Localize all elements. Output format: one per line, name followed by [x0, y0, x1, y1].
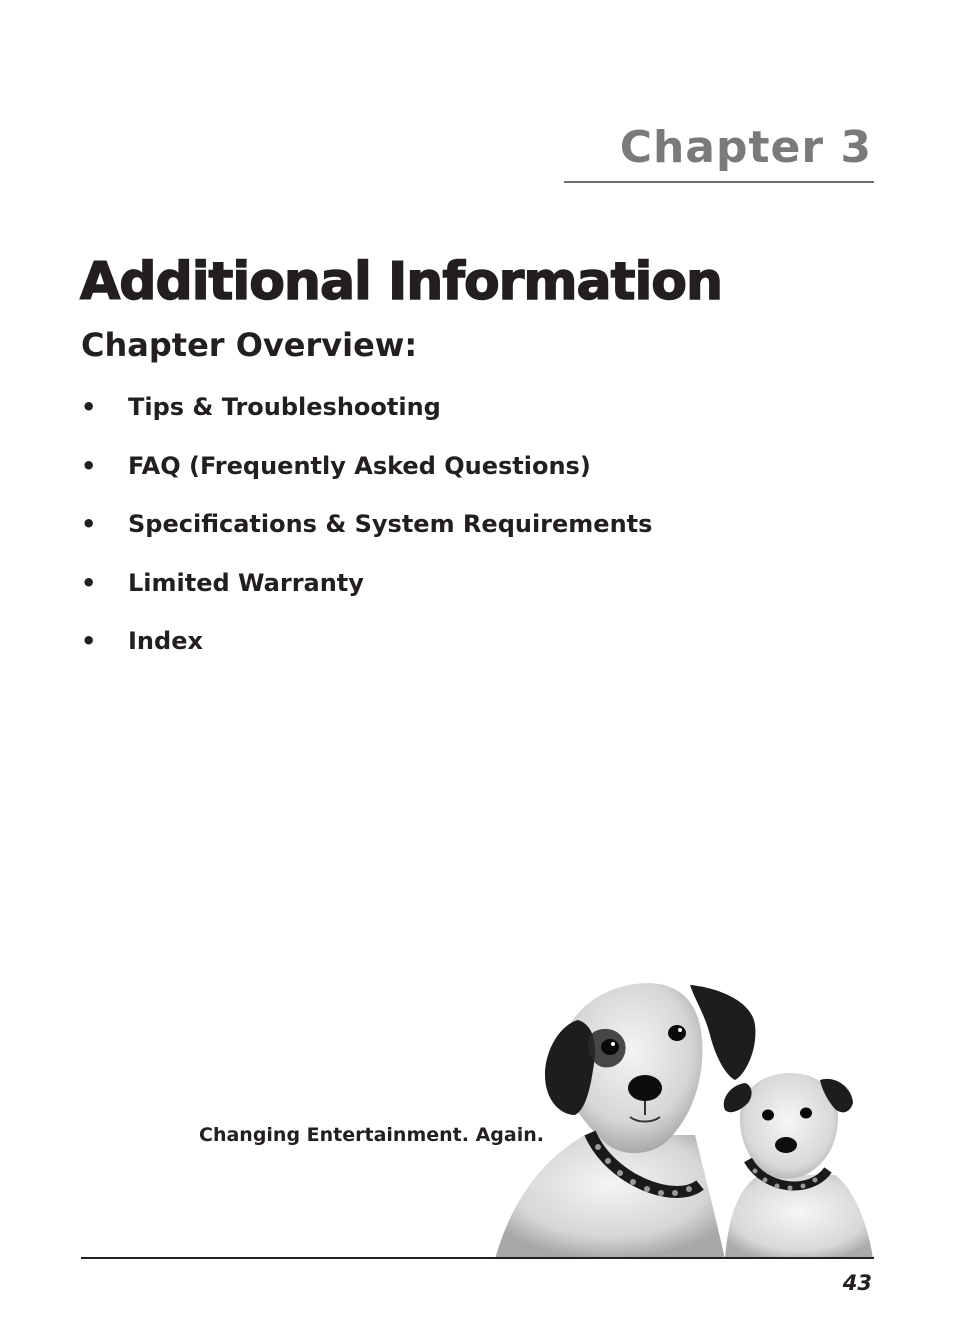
list-item-label: FAQ (Frequently Asked Questions) — [128, 451, 591, 480]
bullet-icon: • — [81, 451, 97, 480]
list-item-label: Index — [128, 627, 203, 655]
page-number: 43 — [842, 1271, 872, 1295]
list-item-label: Specifications & System Requirements — [128, 510, 653, 538]
footer-divider — [81, 1257, 874, 1259]
tagline: Changing Entertainment. Again. — [199, 1124, 544, 1146]
list-item — [81, 627, 652, 686]
page-title: Additional Information — [80, 252, 723, 312]
dogs-photo — [490, 975, 880, 1259]
overview-heading: Chapter Overview: — [81, 326, 418, 364]
list-item — [81, 510, 652, 569]
chapter-divider — [564, 181, 874, 183]
list-item — [81, 452, 652, 511]
list-item — [81, 393, 652, 452]
bullet-icon: • — [81, 568, 97, 597]
bullet-icon: • — [81, 393, 97, 421]
list-item-label: Tips & Troubleshooting — [128, 393, 441, 421]
list-item-label: Limited Warranty — [128, 568, 364, 597]
list-item — [81, 569, 652, 628]
bullet-icon: • — [81, 510, 97, 538]
bullet-icon: • — [81, 627, 97, 655]
overview-list — [81, 393, 652, 686]
chapter-label: Chapter 3 — [619, 122, 872, 173]
